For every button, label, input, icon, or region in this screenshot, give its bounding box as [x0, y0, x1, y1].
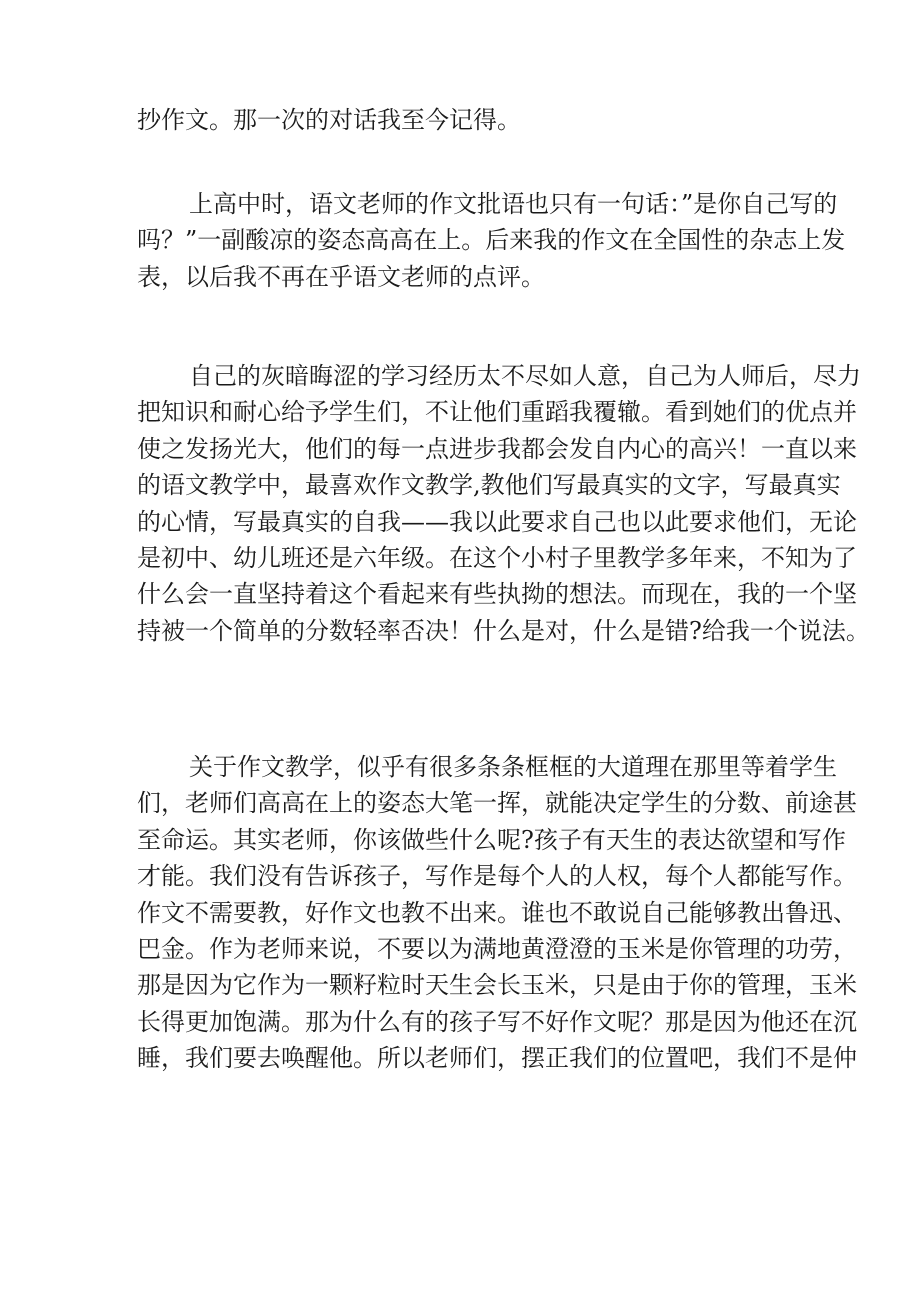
paragraph-3	[137, 358, 870, 649]
paragraph-line: 的语文教学中，最喜欢作文教学,教他们写最真实的文字，写最真实	[137, 471, 841, 500]
paragraph-4	[137, 749, 857, 1077]
paragraph-line: 抄作文。那一次的对话我至今记得。	[137, 106, 521, 134]
paragraph-line: 使之发扬光大，他们的每一点进步我都会发自内心的高兴！一直以来	[137, 434, 857, 463]
paragraph-line: 们，老师们高高在上的姿态大笔一挥，就能决定学生的分数、前途甚	[137, 789, 857, 818]
paragraph-line: 至命运。其实老师，你该做些什么呢?孩子有天生的表达欲望和写作	[137, 825, 846, 854]
paragraph-line: 作文不需要教，好作文也教不出来。谁也不敢说自己能够教出鲁迅、	[137, 898, 857, 927]
paragraph-line: 把知识和耐心给予学生们，不让他们重蹈我覆辙。看到她们的优点并	[137, 398, 857, 427]
paragraph-line: 睡，我们要去唤醒他。所以老师们，摆正我们的位置吧，我们不是仲	[137, 1044, 857, 1073]
paragraph-line: 是初中、幼儿班还是六年级。在这个小村子里教学多年来，不知为了	[137, 543, 857, 572]
paragraph-line: 什么会一直坚持着这个看起来有些执拗的想法。而现在，我的一个坚	[137, 580, 857, 609]
paragraph-line: 自己的灰暗晦涩的学习经历太不尽如人意，自己为人师后，尽力	[189, 362, 861, 390]
paragraph-line: 才能。我们没有告诉孩子，写作是每个人的人权，每个人都能写作。	[137, 862, 857, 891]
paragraph-line: 那是因为它作为一颗籽粒时天生会长玉米，只是由于你的管理，玉米	[137, 971, 857, 1000]
paragraph-line: 表，以后我不再在乎语文老师的点评。	[137, 262, 545, 291]
paragraph-line: 上高中时，语文老师的作文批语也只有一句话：”是你自己写的	[189, 190, 838, 218]
paragraph-1	[137, 102, 797, 138]
paragraph-line: 吗？”一副酸凉的姿态高高在上。后来我的作文在全国性的杂志上发	[137, 226, 846, 255]
paragraph-line: 巴金。作为老师来说，不要以为满地黄澄澄的玉米是你管理的功劳，	[137, 934, 857, 963]
paragraph-line: 的心情，写最真实的自我——我以此要求自己也以此要求他们，无论	[137, 507, 857, 536]
paragraph-2	[137, 186, 846, 295]
paragraph-line: 持被一个简单的分数轻率否决！什么是对，什么是错?给我一个说法。	[137, 616, 870, 645]
paragraph-line: 关于作文教学，似乎有很多条条框框的大道理在那里等着学生	[189, 753, 837, 781]
paragraph-line: 长得更加饱满。那为什么有的孩子写不好作文呢？那是因为他还在沉	[137, 1007, 857, 1036]
